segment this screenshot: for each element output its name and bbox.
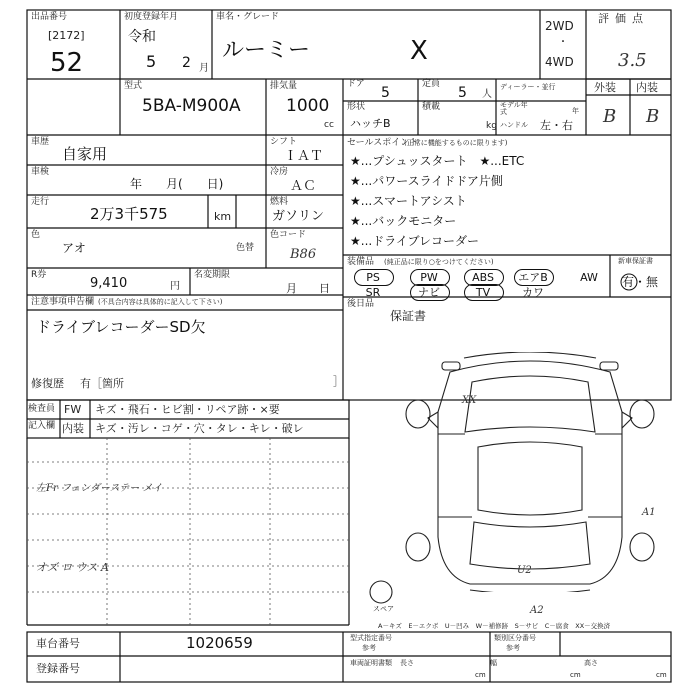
equipment-note: (純正品に限り○をつけてください) (384, 258, 494, 266)
inspector-label1: 検査員 (28, 404, 56, 414)
drive-dot: ・ (558, 37, 568, 48)
load-label: 積載 (422, 102, 441, 112)
equipment-item: AW (580, 271, 598, 284)
recycle-fee: 9,410 (90, 276, 128, 291)
equipment-item: カワ (522, 286, 544, 299)
equipment-item: エアB (518, 271, 548, 284)
body-label: 形状 (347, 102, 366, 112)
equipment-item: PW (420, 271, 438, 284)
equipment-item: ABS (472, 271, 494, 284)
doors: 5 (381, 85, 390, 101)
warranty: 有・無 (622, 275, 659, 289)
sales-point-item: ★...バックモニター (350, 214, 457, 228)
mileage: 2万3千575 (90, 205, 168, 223)
name-change-label: 名変期限 (194, 270, 231, 280)
model-code: 5BA-M900A (142, 96, 241, 116)
door-label: ドア (347, 79, 365, 89)
chassis-number: 1020659 (186, 634, 253, 652)
inspection-label: 車検 (31, 167, 50, 177)
height-unit: cm (656, 671, 667, 679)
load-unit: kg (486, 121, 497, 131)
warranty-label: 新車保証書 (618, 257, 653, 265)
aftermarket-text: 保証書 (390, 309, 427, 323)
sales-point-item: ★...パワースライドドア片側 (350, 174, 503, 188)
capacity-label: 定員 (422, 79, 441, 89)
width-label: 幅 (490, 659, 497, 667)
history-label: 車歴 (31, 137, 50, 147)
era: 令和 (128, 29, 156, 45)
history: 自家用 (62, 145, 108, 163)
sales-points-note: (正常に機能するものに限ります) (404, 139, 508, 147)
notes-note: (不具合内容は具体的に記入して下さい) (98, 298, 223, 306)
first-reg-label: 初度登録年月 (124, 12, 179, 22)
shift-label: シフト (270, 137, 298, 147)
recycle-label: R券 (31, 270, 47, 280)
damage-mark-a2: A2 (530, 605, 544, 616)
aftermarket-title: 後日品 (347, 299, 375, 309)
fuel: ガソリン (272, 209, 325, 224)
length-label: 長さ (400, 659, 414, 667)
interior-score: B (646, 106, 660, 127)
mileage-unit: km (214, 210, 232, 223)
repair-value: 有［箇所 (80, 377, 124, 390)
length-unit: cm (475, 671, 486, 679)
fuel-label: 燃料 (270, 197, 289, 207)
mileage-label: 走行 (31, 197, 50, 207)
score-label: 評価点 (598, 12, 649, 25)
dealer-label: ディーラー・並行 (500, 83, 556, 91)
repair-end: ］ (333, 375, 344, 388)
score: 3.5 (618, 50, 647, 71)
inspector-label2: 記入欄 (28, 421, 56, 431)
color-code-label: 色コード (270, 230, 307, 240)
capacity: 5 (458, 85, 467, 101)
month-unit: 月 (199, 63, 209, 74)
inspection: 年 月( 日) (130, 177, 224, 191)
int-items: キズ・汚レ・コゲ・穴・タレ・キレ・破レ (95, 422, 304, 435)
color-change-label: 色替 (236, 243, 255, 253)
interior-label: 内装 (636, 81, 658, 94)
car-name: ルーミー (222, 38, 311, 63)
damage-mark-u2: U2 (517, 565, 532, 576)
car-damage-diagram (390, 352, 670, 592)
grade: X (410, 36, 428, 66)
damage-mark-a1: A1 (642, 507, 656, 518)
fw-items: キズ・飛石・ヒビ割・リペア跡・×要 (95, 403, 280, 416)
drive-4wd: 4WD (545, 55, 574, 69)
sales-point-item: ★...スマートアシスト (350, 194, 467, 208)
year-unit: 年 (572, 107, 579, 115)
damage-legend: A－キズ E－エクボ U－凹み W－補修跡 S－サビ C－腐食 XX－交換済 (378, 622, 611, 630)
category-ref-label: 参考 (506, 644, 520, 652)
equipment-item: TV (475, 286, 491, 299)
equipment-circle-mark (464, 284, 504, 301)
notes-title: 注意事項申告欄 (31, 297, 95, 307)
ac: ＡＣ (290, 179, 317, 194)
shift: ＩＡＴ (284, 149, 324, 164)
exterior-score: B (603, 106, 617, 127)
displacement: 1000 (286, 96, 330, 116)
displacement-unit: cc (324, 120, 334, 130)
sales-point-item: ★...プシュッスタート ★...ETC (350, 154, 525, 168)
repair-label: 修復歴 (31, 377, 64, 390)
color-label: 色 (31, 230, 41, 240)
int-label: 内装 (62, 422, 84, 435)
lot-number: 52 (50, 48, 84, 78)
type-ref-label: 参考 (362, 644, 376, 652)
notes-text: ドライブレコーダーSD欠 (36, 318, 206, 336)
handwritten-note-1: 左Fr フェンダーステー メイ (36, 483, 163, 494)
capacity-unit: 人 (482, 89, 492, 100)
chassis-label: 車台番号 (36, 637, 80, 650)
handwritten-note-2: オズ ロ ウス A (36, 561, 109, 574)
body-type: ハッチB (350, 117, 391, 130)
reg-year: 5 (146, 52, 157, 71)
equipment-title: 装備品 (347, 257, 375, 267)
height-label: 高さ (584, 659, 598, 667)
equipment-circle-mark (410, 284, 450, 301)
drive-2wd: 2WD (545, 19, 574, 33)
recycle-unit: 円 (170, 281, 180, 292)
lot-label: 出品番号 (31, 12, 68, 22)
lot-code: [2172] (48, 29, 85, 42)
equipment-circle-mark (514, 269, 554, 286)
equipment-item: PS (366, 271, 380, 284)
color-code: B86 (290, 247, 317, 262)
registration-label: 登録番号 (36, 662, 80, 675)
color: アオ (62, 241, 86, 255)
model-year-label: モデル年式 (500, 101, 528, 116)
handle-label: ハンドル (500, 121, 528, 129)
model-label: 型式 (124, 81, 143, 91)
width-unit: cm (570, 671, 581, 679)
car-name-label: 車名・グレード (216, 12, 280, 22)
equipment-item: SR (365, 286, 381, 299)
displacement-label: 排気量 (270, 81, 298, 91)
warranty-circle-mark (619, 272, 639, 292)
name-change: 月 日 (286, 282, 330, 295)
exterior-label: 外装 (594, 81, 616, 94)
sales-points-title: セールスポイント (347, 138, 419, 148)
ac-label: 冷房 (270, 167, 289, 177)
sales-point-item: ★...ドライブレコーダー (350, 234, 480, 248)
spare-tire-icon (367, 578, 395, 606)
spare-label: スペア (373, 605, 394, 613)
type-designation-label: 型式指定番号 (350, 634, 392, 642)
equipment-circle-mark (354, 269, 394, 286)
cert-label: 車両証明書類 (350, 659, 392, 667)
handle: 左・右 (540, 119, 573, 132)
category-label: 類別区分番号 (494, 634, 536, 642)
fw-label: FW (64, 403, 82, 416)
equipment-item: ナビ (418, 286, 440, 299)
reg-month: 2 (182, 55, 191, 71)
damage-mark-xx: XX (462, 395, 477, 406)
